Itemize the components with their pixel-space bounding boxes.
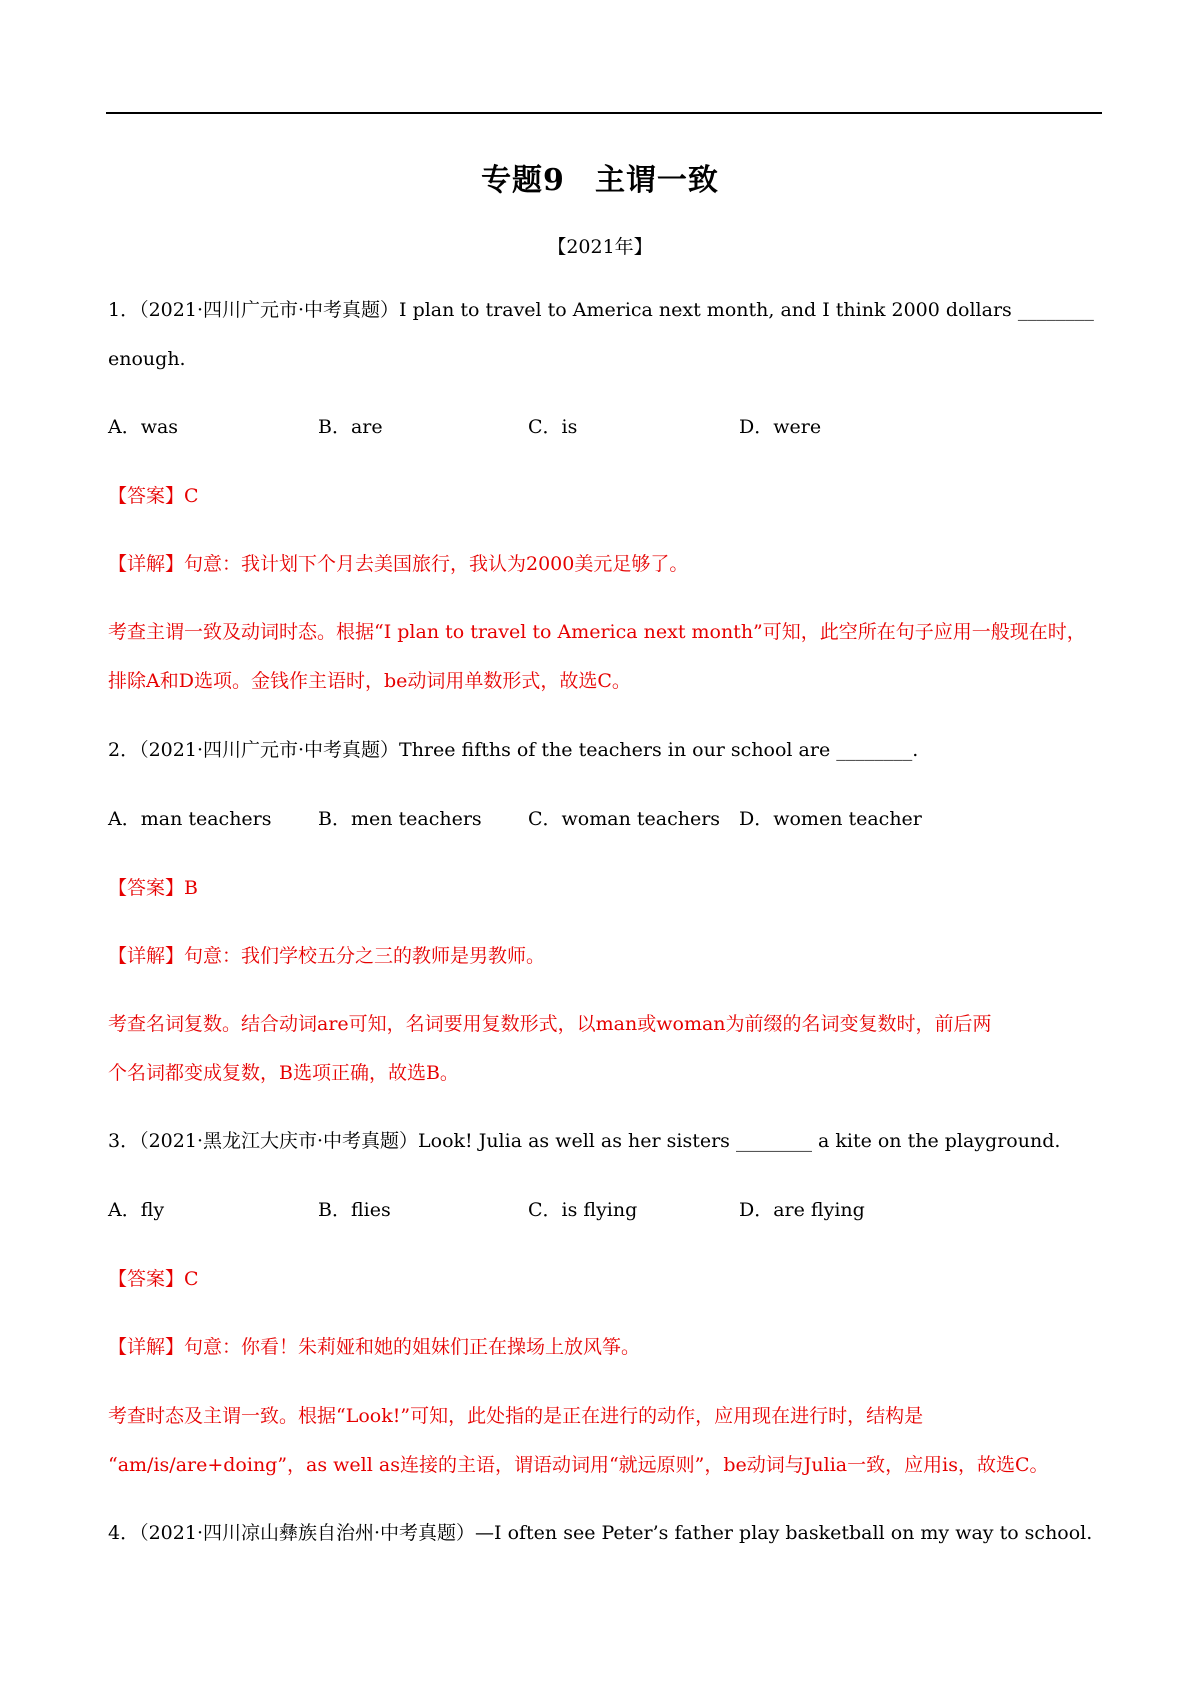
q1-option-d: D．were bbox=[739, 416, 822, 438]
q1-options bbox=[108, 413, 1108, 441]
q3-answer: 【答案】C bbox=[108, 1268, 199, 1290]
q1-option-a: A．was bbox=[108, 416, 179, 438]
q3-analysis-line2: “am/is/are+doing”，as well as连接的主语，谓语动词用“就远原则”，be动词与Julia一致，应用is，故选C。 bbox=[108, 1454, 1049, 1476]
q3-analysis-line1: 考查时态及主谓一致。根据“Look!”可知，此处指的是正在进行的动作，应用现在进行时，结构是 bbox=[108, 1405, 924, 1427]
q1-stem-line1: 1．（2021·四川广元市·中考真题）I plan to travel to America next month, and I think 2000 dollars ________ bbox=[108, 299, 1094, 321]
title-main: 主谓一致 bbox=[594, 163, 719, 198]
q3-option-c: C．is flying bbox=[528, 1199, 638, 1221]
q3-detail: 【详解】句意：你看！朱莉娅和她的姐妹们正在操场上放风筝。 bbox=[108, 1336, 641, 1358]
q1-option-c: C．is bbox=[528, 416, 578, 438]
q3-options bbox=[108, 1196, 1108, 1224]
q2-option-a: A．man teachers bbox=[108, 808, 272, 830]
q2-answer: 【答案】B bbox=[108, 877, 198, 899]
q1-analysis-line1: 考查主谓一致及动词时态。根据“I plan to travel to America next month”可知，此空所在句子应用一般现在时， bbox=[108, 621, 1086, 643]
q3-option-b: B．flies bbox=[318, 1199, 391, 1221]
q2-analysis-line2: 个名词都变成复数，B选项正确，故选B。 bbox=[108, 1062, 459, 1084]
q2-stem-line1: 2．（2021·四川广元市·中考真题）Three fifths of the teachers in our school are ________. bbox=[108, 739, 919, 761]
q4-stem-line1: 4．（2021·四川凉山彝族自治州·中考真题）—I often see Peter’s father play basketball on my way to school. bbox=[108, 1522, 1093, 1544]
q2-analysis-line1: 考查名词复数。结合动词are可知，名词要用复数形式，以man或woman为前缀的名词变复数时，前后两 bbox=[108, 1013, 992, 1035]
year-header: 【2021年】 bbox=[547, 236, 653, 258]
title-prefix: 专题9 bbox=[481, 163, 565, 198]
q2-option-b: B．men teachers bbox=[318, 808, 482, 830]
q2-detail: 【详解】句意：我们学校五分之三的教师是男教师。 bbox=[108, 945, 546, 967]
q1-detail: 【详解】句意：我计划下个月去美国旅行，我认为2000美元足够了。 bbox=[108, 553, 689, 575]
q3-option-a: A．fly bbox=[108, 1199, 165, 1221]
q3-option-d: D．are flying bbox=[739, 1199, 865, 1221]
page-title bbox=[0, 155, 1200, 199]
q1-analysis-line2: 排除A和D选项。金钱作主语时，be动词用单数形式，故选C。 bbox=[108, 670, 631, 692]
q1-answer: 【答案】C bbox=[108, 485, 199, 507]
q2-options bbox=[108, 805, 1108, 833]
q1-option-b: B．are bbox=[318, 416, 383, 438]
q1-stem-line2: enough. bbox=[108, 348, 186, 370]
q3-stem-line1: 3．（2021·黑龙江大庆市·中考真题）Look! Julia as well as her sisters ________ a kite on the playground. bbox=[108, 1130, 1061, 1152]
q2-option-c: C．woman teachers bbox=[528, 808, 721, 830]
header-rule bbox=[106, 112, 1102, 114]
q2-option-d: D．women teacher bbox=[739, 808, 922, 830]
